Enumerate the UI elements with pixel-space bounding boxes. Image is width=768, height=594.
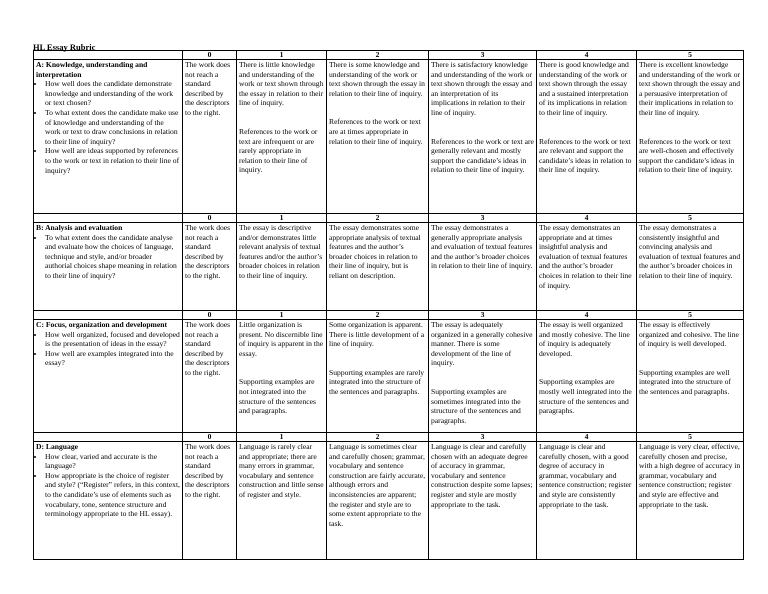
- descriptor-text: The essay is well organized and mostly cohesive. The line of inquiry is adequately developed.: [539, 320, 630, 358]
- level-number: 5: [637, 433, 744, 442]
- criterion-row: [34, 320, 744, 433]
- level-number: 3: [429, 51, 537, 60]
- descriptor-cell: [183, 442, 237, 560]
- descriptor-cell: [237, 60, 327, 214]
- descriptor-cell: [183, 60, 237, 214]
- criterion-questions: [36, 452, 180, 519]
- descriptor-text: The essay is descriptive and/or demonstrates little relevant analysis of textual features and/or the author’s broader choices in relation to their line of inquiry.: [239, 223, 323, 280]
- descriptor-text: The essay demonstrates an appropriate and at times insightful analysis and evaluation of textual features and the author’s broader choices in relation to their line of inquiry.: [539, 223, 632, 290]
- descriptor-cell: [327, 442, 429, 560]
- descriptor-cell: [237, 223, 327, 311]
- level-header-row: [34, 51, 744, 60]
- descriptor-cell: [637, 60, 744, 214]
- descriptor-text: References to the work or text are generally relevant and mostly support the candidate’s ideas in relation to their line of inquiry.: [431, 136, 534, 175]
- criterion-questions: [36, 330, 180, 368]
- descriptor-cell: [537, 60, 637, 214]
- descriptor-text: There is little knowledge and understanding of the work or text shown through the essay in relation to their line of inquiry.: [239, 60, 324, 108]
- descriptor-cell: [237, 442, 327, 560]
- level-number: 4: [537, 311, 637, 320]
- criterion-question: • How well are examples integrated into the essay?: [45, 349, 180, 368]
- level-number: 0: [183, 311, 237, 320]
- paragraph-gap: [539, 118, 634, 137]
- header-blank-cell: [34, 51, 183, 60]
- descriptor-text: The work does not reach a standard described by the descriptors to the right.: [185, 320, 231, 377]
- level-number: 1: [237, 433, 327, 442]
- criterion-question: • How appropriate is the choice of register and style? (“Register” refers, in this context, to the candidate’s use of elements such as vocabulary, tone, sentence structure and terminology appropriate to the HL essay).: [45, 471, 180, 519]
- descriptor-text: Supporting examples are rarely integrated into the structure of the sentences and paragraphs.: [329, 367, 425, 396]
- descriptor-cell: [429, 223, 537, 311]
- level-number: 2: [327, 214, 429, 223]
- level-number: 5: [637, 214, 744, 223]
- header-blank-cell: [34, 214, 183, 223]
- descriptor-text: Language is clear and carefully chosen, with a good degree of accuracy in grammar, vocabulary and sentence construction; register and style are consistently appropriate to the task.: [539, 442, 632, 509]
- descriptor-text: Language is rarely clear and appropriate; there are many errors in grammar, vocabulary and sentence construction and little sense of register and style.: [239, 442, 324, 499]
- descriptor-cell: [429, 320, 537, 433]
- criterion-question: • To what extent does the candidate analyse and evaluate how the choices of language, technique and style, and/or broader authorial choices shape meaning in relation to their line of inquiry?: [45, 233, 180, 281]
- descriptor-text: Language is clear and carefully chosen with an adequate degree of accuracy in grammar, vocabulary and sentence construction despite some lapses; register and style are mostly appropriate to the task.: [431, 442, 533, 509]
- criterion-title: A: Knowledge, understanding and interpretation: [36, 60, 148, 79]
- level-header-row: [34, 214, 744, 223]
- level-header-row: [34, 433, 744, 442]
- level-number: 1: [237, 214, 327, 223]
- descriptor-text: References to the work or text are infrequent or are rarely appropriate in relation to their line of inquiry.: [239, 126, 318, 175]
- level-number: 3: [429, 433, 537, 442]
- criterion-cell: [34, 442, 183, 560]
- descriptor-text: Language is sometimes clear and carefully chosen; grammar, vocabulary and sentence construction are fairly accurate, although errors and inconsistencies are apparent; the register and style are to some extent appropriate to the task.: [329, 442, 426, 528]
- level-number: 3: [429, 214, 537, 223]
- descriptor-cell: [183, 223, 237, 311]
- paragraph-gap: [329, 349, 426, 368]
- descriptor-text: Little organization is present. No discernible line of inquiry is apparent in the essay.: [239, 320, 324, 358]
- rubric-table: [33, 50, 744, 560]
- criterion-question: • How well are ideas supported by references to the work or text in relation to their line of inquiry?: [45, 146, 180, 175]
- level-number: 2: [327, 51, 429, 60]
- paragraph-gap: [639, 118, 741, 137]
- descriptor-text: Supporting examples are not integrated into the structure of the sentences and paragraphs.: [239, 377, 316, 416]
- level-number: 1: [237, 311, 327, 320]
- level-number: 0: [183, 433, 237, 442]
- level-number: 1: [237, 51, 327, 60]
- descriptor-text: The work does not reach a standard described by the descriptors to the right.: [185, 442, 231, 499]
- descriptor-text: There is excellent knowledge and understanding of the work or text shown through the essay and a persuasive interpretation of their implications in relation to their line of inquiry.: [639, 60, 741, 117]
- header-blank-cell: [34, 433, 183, 442]
- header-blank-cell: [34, 311, 183, 320]
- level-number: 5: [637, 311, 744, 320]
- criterion-title: B: Analysis and evaluation: [36, 223, 123, 232]
- descriptor-cell: [429, 442, 537, 560]
- descriptor-text: The essay demonstrates a generally appropriate analysis and evaluation of textual features and the author’s broader choices in relation to their line of inquiry.: [431, 223, 533, 271]
- descriptor-text: The essay is adequately organized in a generally cohesive manner. There is some development of the line of inquiry.: [431, 320, 533, 368]
- paragraph-gap: [539, 358, 634, 377]
- descriptor-cell: [237, 320, 327, 433]
- descriptor-text: There is satisfactory knowledge and understanding of the work or text shown through the essay and an interpretation of its implications in relation to their line of inquiry.: [431, 60, 533, 117]
- level-number: 2: [327, 433, 429, 442]
- paragraph-gap: [239, 358, 324, 377]
- level-number: 3: [429, 311, 537, 320]
- descriptor-cell: [327, 320, 429, 433]
- criterion-questions: [36, 233, 180, 281]
- document-title: HL Essay Rubric: [33, 42, 96, 52]
- level-number: 4: [537, 214, 637, 223]
- criterion-question: • How clear, varied and accurate is the language?: [45, 452, 180, 471]
- descriptor-text: The essay is effectively organized and cohesive. The line of inquiry is well developed.: [639, 320, 739, 349]
- criterion-question: • To what extent does the candidate make use of knowledge and understanding of the work or text to draw conclusions in relation to their line of inquiry?: [45, 108, 180, 146]
- paragraph-gap: [329, 98, 426, 117]
- descriptor-text: There is some knowledge and understanding of the work or text shown through the essay in relation to their line of inquiry.: [329, 60, 425, 98]
- descriptor-cell: [637, 223, 744, 311]
- level-number: 0: [183, 51, 237, 60]
- descriptor-text: The work does not reach a standard described by the descriptors to the right.: [185, 60, 231, 117]
- level-header-row: [34, 311, 744, 320]
- level-number: 0: [183, 214, 237, 223]
- descriptor-text: There is good knowledge and understanding of the work or text shown through the essay and a sustained interpretation of its implications in relation to their line of inquiry.: [539, 60, 629, 117]
- descriptor-text: Some organization is apparent. There is little development of a line of inquiry.: [329, 320, 425, 349]
- descriptor-text: The essay demonstrates a consistently insightful and convincing analysis and evaluation of textual features and the author’s broader choices in relation to their line of inquiry.: [639, 223, 741, 280]
- descriptor-cell: [183, 320, 237, 433]
- criterion-questions: [36, 79, 180, 175]
- descriptor-cell: [537, 442, 637, 560]
- descriptor-text: References to the work or text are relevant and support the candidate’s ideas in relation to their line of inquiry.: [539, 136, 632, 175]
- criterion-row: [34, 223, 744, 311]
- paragraph-gap: [639, 349, 741, 368]
- descriptor-cell: [637, 442, 744, 560]
- descriptor-cell: [537, 223, 637, 311]
- criterion-row: [34, 60, 744, 214]
- descriptor-cell: [327, 223, 429, 311]
- criterion-title: D: Language: [36, 442, 78, 451]
- descriptor-text: References to the work or text are well-chosen and effectively support the candidate’s ideas in relation to their line of inquiry.: [639, 136, 735, 175]
- level-number: 5: [637, 51, 744, 60]
- descriptor-text: The essay demonstrates some appropriate analysis of textual features and the author’s broader choices in relation to their line of inquiry, but is reliant on description.: [329, 223, 421, 280]
- descriptor-text: Supporting examples are mostly well integrated into the structure of the sentences and paragraphs.: [539, 377, 632, 416]
- criterion-question: • How well does the candidate demonstrate knowledge and understanding of the work or text chosen?: [45, 79, 180, 108]
- paragraph-gap: [239, 108, 324, 127]
- level-number: 2: [327, 311, 429, 320]
- descriptor-text: Supporting examples are well integrated into the structure of the sentences and paragraphs.: [639, 367, 731, 396]
- criterion-row: [34, 442, 744, 560]
- level-number: 4: [537, 51, 637, 60]
- criterion-cell: [34, 223, 183, 311]
- descriptor-text: References to the work or text are at times appropriate in relation to their line of inquiry.: [329, 117, 423, 146]
- descriptor-cell: [537, 320, 637, 433]
- paragraph-gap: [431, 118, 534, 137]
- criterion-title: C: Focus, organization and development: [36, 320, 167, 329]
- criterion-cell: [34, 60, 183, 214]
- descriptor-cell: [429, 60, 537, 214]
- level-number: 4: [537, 433, 637, 442]
- descriptor-text: Supporting examples are sometimes integrated into the structure of the sentences and paragraphs.: [431, 386, 521, 425]
- descriptor-text: The work does not reach a standard described by the descriptors to the right.: [185, 223, 231, 280]
- paragraph-gap: [431, 368, 534, 387]
- criterion-question: • How well organized, focused and developed is the presentation of ideas in the essay?: [45, 330, 180, 349]
- descriptor-text: Language is very clear, effective, carefully chosen and precise, with a high degree of accuracy in grammar, vocabulary and sentence construction; register and style are effective and appropriate to the task.: [639, 442, 741, 509]
- descriptor-cell: [327, 60, 429, 214]
- criterion-cell: [34, 320, 183, 433]
- descriptor-cell: [637, 320, 744, 433]
